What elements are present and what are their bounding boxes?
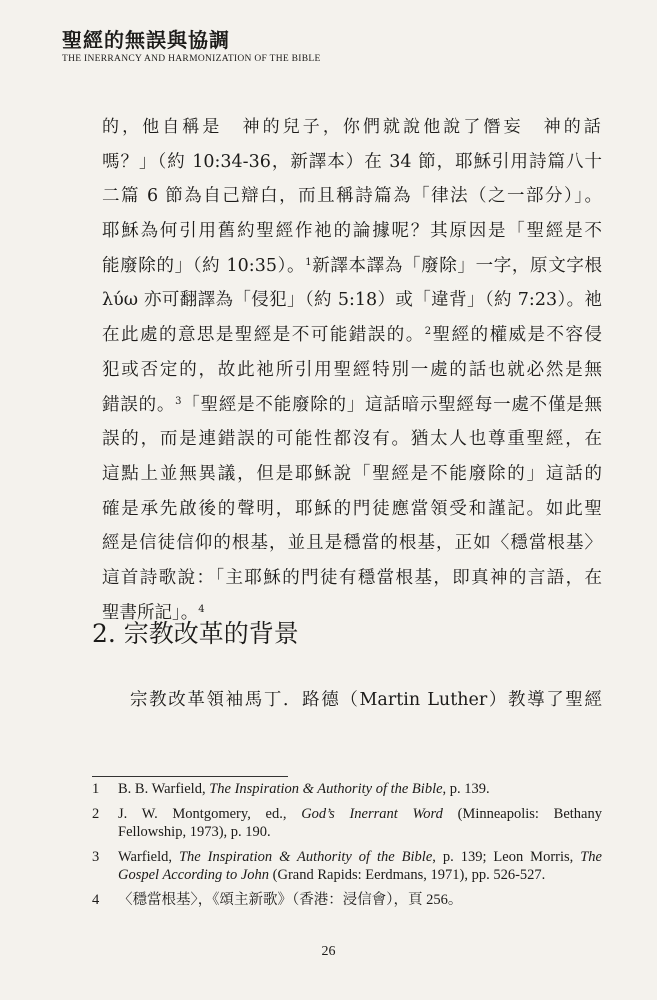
text-line xyxy=(102,318,602,353)
footnote-text xyxy=(118,848,602,866)
text-segment: 聖書所記」。 xyxy=(102,602,199,623)
footnote-text xyxy=(118,866,602,884)
footnote-segment: (Grand Rapids: Eerdmans, 1971), pp. 526-527. xyxy=(269,867,546,883)
footnote-text: 〈穩當根基〉，《頌主新歌》（香港：浸信會），頁 256。 xyxy=(118,892,463,908)
book-title: The Inspiration & Authority of the Bible xyxy=(209,781,443,797)
footnote-segment: Warfield, xyxy=(118,849,179,865)
footnote-ref: 4 xyxy=(198,603,205,615)
text-line: 這首詩歌說：「主耶穌的門徒有穩當根基，即真神的言語，在 xyxy=(102,567,602,588)
footnote-segment: (Minneapolis: Bethany xyxy=(442,806,602,822)
text-line: 經是信徒信仰的根基，並且是穩當的根基，正如〈穩當根基〉 xyxy=(102,533,602,554)
section-heading: 2. 宗教改革的背景 xyxy=(92,619,299,648)
text-line xyxy=(102,249,602,284)
text-line: 誤的，而是連錯誤的可能性都沒有。猶太人也尊重聖經，在 xyxy=(102,429,602,450)
text-line: 的，他自稱是 神的兒子，你們就說他說了僭妄 神的話 xyxy=(102,117,602,137)
text-segment: 錯誤的。 xyxy=(102,394,176,415)
body-paragraph xyxy=(102,110,602,630)
text-segment: 新譯本譯為「廢除」一字，原文字根 xyxy=(311,255,602,276)
text-line: λύω 亦可翻譯為「侵犯」（約 5:18）或「違背」（約 7:23）。祂 xyxy=(102,290,602,311)
text-segment: 在此處的意思是聖經是不可能錯誤的。 xyxy=(102,325,425,346)
footnote-ref: 3 xyxy=(175,395,182,407)
footnote-ref: 2 xyxy=(424,326,432,338)
text-line: 犯或否定的，故此祂所引用聖經特別一處的話也就必然是無 xyxy=(102,359,602,380)
text-segment: 聖經的權威是不容侵 xyxy=(431,325,602,346)
footnote-segment: B. B. Warfield, xyxy=(118,781,210,797)
footnote xyxy=(92,780,602,798)
book-title: Gospel According to John xyxy=(118,867,270,883)
page-number: 26 xyxy=(321,944,336,959)
footnote-text xyxy=(118,805,602,823)
footnote-text xyxy=(118,780,602,798)
text-line: 這點上並無異議，但是耶穌說「聖經是不能廢除的」這話的 xyxy=(102,463,602,484)
footnote-segment: J. W. Montgomery, ed., xyxy=(118,806,302,822)
text-line: 二篇 6 節為自己辯白，而且稱詩篇為「律法（之一部分）」。 xyxy=(102,186,602,207)
footnotes xyxy=(92,780,602,916)
footnote-number: 2 xyxy=(92,806,100,822)
footnote xyxy=(92,805,602,841)
footnote-segment: , p. 139; Leon Morris, xyxy=(432,849,581,865)
text-line xyxy=(102,388,602,423)
footnote-number: 4 xyxy=(92,892,100,908)
footnote-text: Fellowship, 1973), p. 190. xyxy=(118,824,271,840)
text-line: 耶穌為何引用舊約聖經作祂的論據呢？其原因是「聖經是不 xyxy=(102,221,602,242)
footnote-divider xyxy=(92,776,288,777)
footnote-segment: , p. 139. xyxy=(442,781,490,797)
footnote-number: 3 xyxy=(92,849,100,865)
footnote-ref: 1 xyxy=(305,256,312,268)
text-segment: 「聖經是不能廢除的」這話暗示聖經每一處不僅是無 xyxy=(181,394,602,415)
book-title: God’s Inerrant Word xyxy=(301,806,443,822)
footnote xyxy=(92,848,602,884)
running-head-title: 聖經的無誤與協調 xyxy=(62,28,230,52)
footnote-number: 1 xyxy=(92,781,100,797)
text-line: 嗎？」（約 10:34-36，新譯本）在 34 節，耶穌引用詩篇八十 xyxy=(102,151,602,172)
body-paragraph-2: 宗教改革領袖馬丁．路德（Martin Luther）教導了聖經 xyxy=(130,690,602,710)
running-head-subtitle: THE INERRANCY AND HARMONIZATION OF THE BIBLE xyxy=(62,54,321,64)
book-title: The xyxy=(580,849,602,865)
book-title: The Inspiration & Authority of the Bible xyxy=(178,849,433,865)
running-head xyxy=(62,28,622,65)
footnote xyxy=(92,891,602,909)
text-line: 確是承先啟後的聲明，耶穌的門徒應當領受和謹記。如此聖 xyxy=(102,498,602,519)
text-segment: 能廢除的」（約 10:35）。 xyxy=(102,255,306,276)
